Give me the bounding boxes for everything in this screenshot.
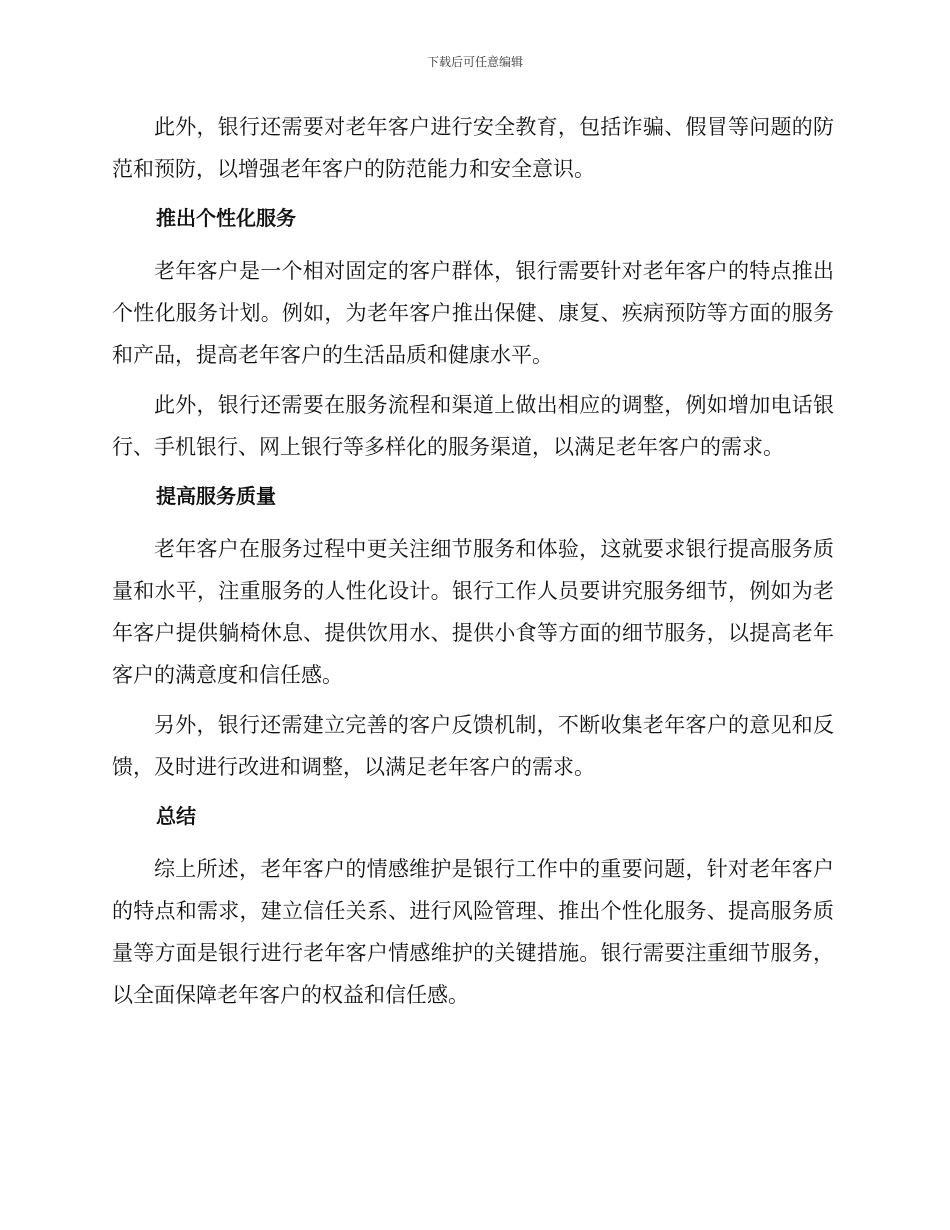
page-header: 下载后可任意编辑 <box>426 55 523 69</box>
document-body <box>112 106 834 1016</box>
section-heading-service-quality: 提高服务质量 <box>156 484 276 508</box>
section-heading-summary: 总结 <box>156 804 196 828</box>
paragraph-personalized-plan: 老年客户是一个相对固定的客户群体，银行需要针对老年客户的特点推出个性化服务计划。例如，为老年客户推出保健、康复、疾病预防等方面的服务和产品，提高老年客户的生活品质和健康水平。 <box>112 259 834 367</box>
paragraph-service-channels: 此外，银行还需要在服务流程和渠道上做出相应的调整，例如增加电话银行、手机银行、网上银行等多样化的服务渠道，以满足老年客户的需求。 <box>112 393 834 459</box>
paragraph-feedback-mechanism: 另外，银行还需建立完善的客户反馈机制，不断收集老年客户的意见和反馈，及时进行改进和调整，以满足老年客户的需求。 <box>112 713 834 779</box>
paragraph-detail-service: 老年客户在服务过程中更关注细节服务和体验，这就要求银行提高服务质量和水平，注重服务的人性化设计。银行工作人员要讲究服务细节，例如为老年客户提供躺椅休息、提供饮用水、提供小食等方面的细节服务，以提高老年客户的满意度和信任感。 <box>112 537 834 687</box>
paragraph-safety-education: 此外，银行还需要对老年客户进行安全教育，包括诈骗、假冒等问题的防范和预防，以增强老年客户的防范能力和安全意识。 <box>112 115 834 181</box>
paragraph-summary: 综上所述，老年客户的情感维护是银行工作中的重要问题，针对老年客户的特点和需求，建立信任关系、进行风险管理、推出个性化服务、提高服务质量等方面是银行进行老年客户情感维护的关键措施。银行需要注重细节服务，以全面保障老年客户的权益和信任感。 <box>112 857 834 1007</box>
section-heading-personalized-service: 推出个性化服务 <box>156 206 296 230</box>
